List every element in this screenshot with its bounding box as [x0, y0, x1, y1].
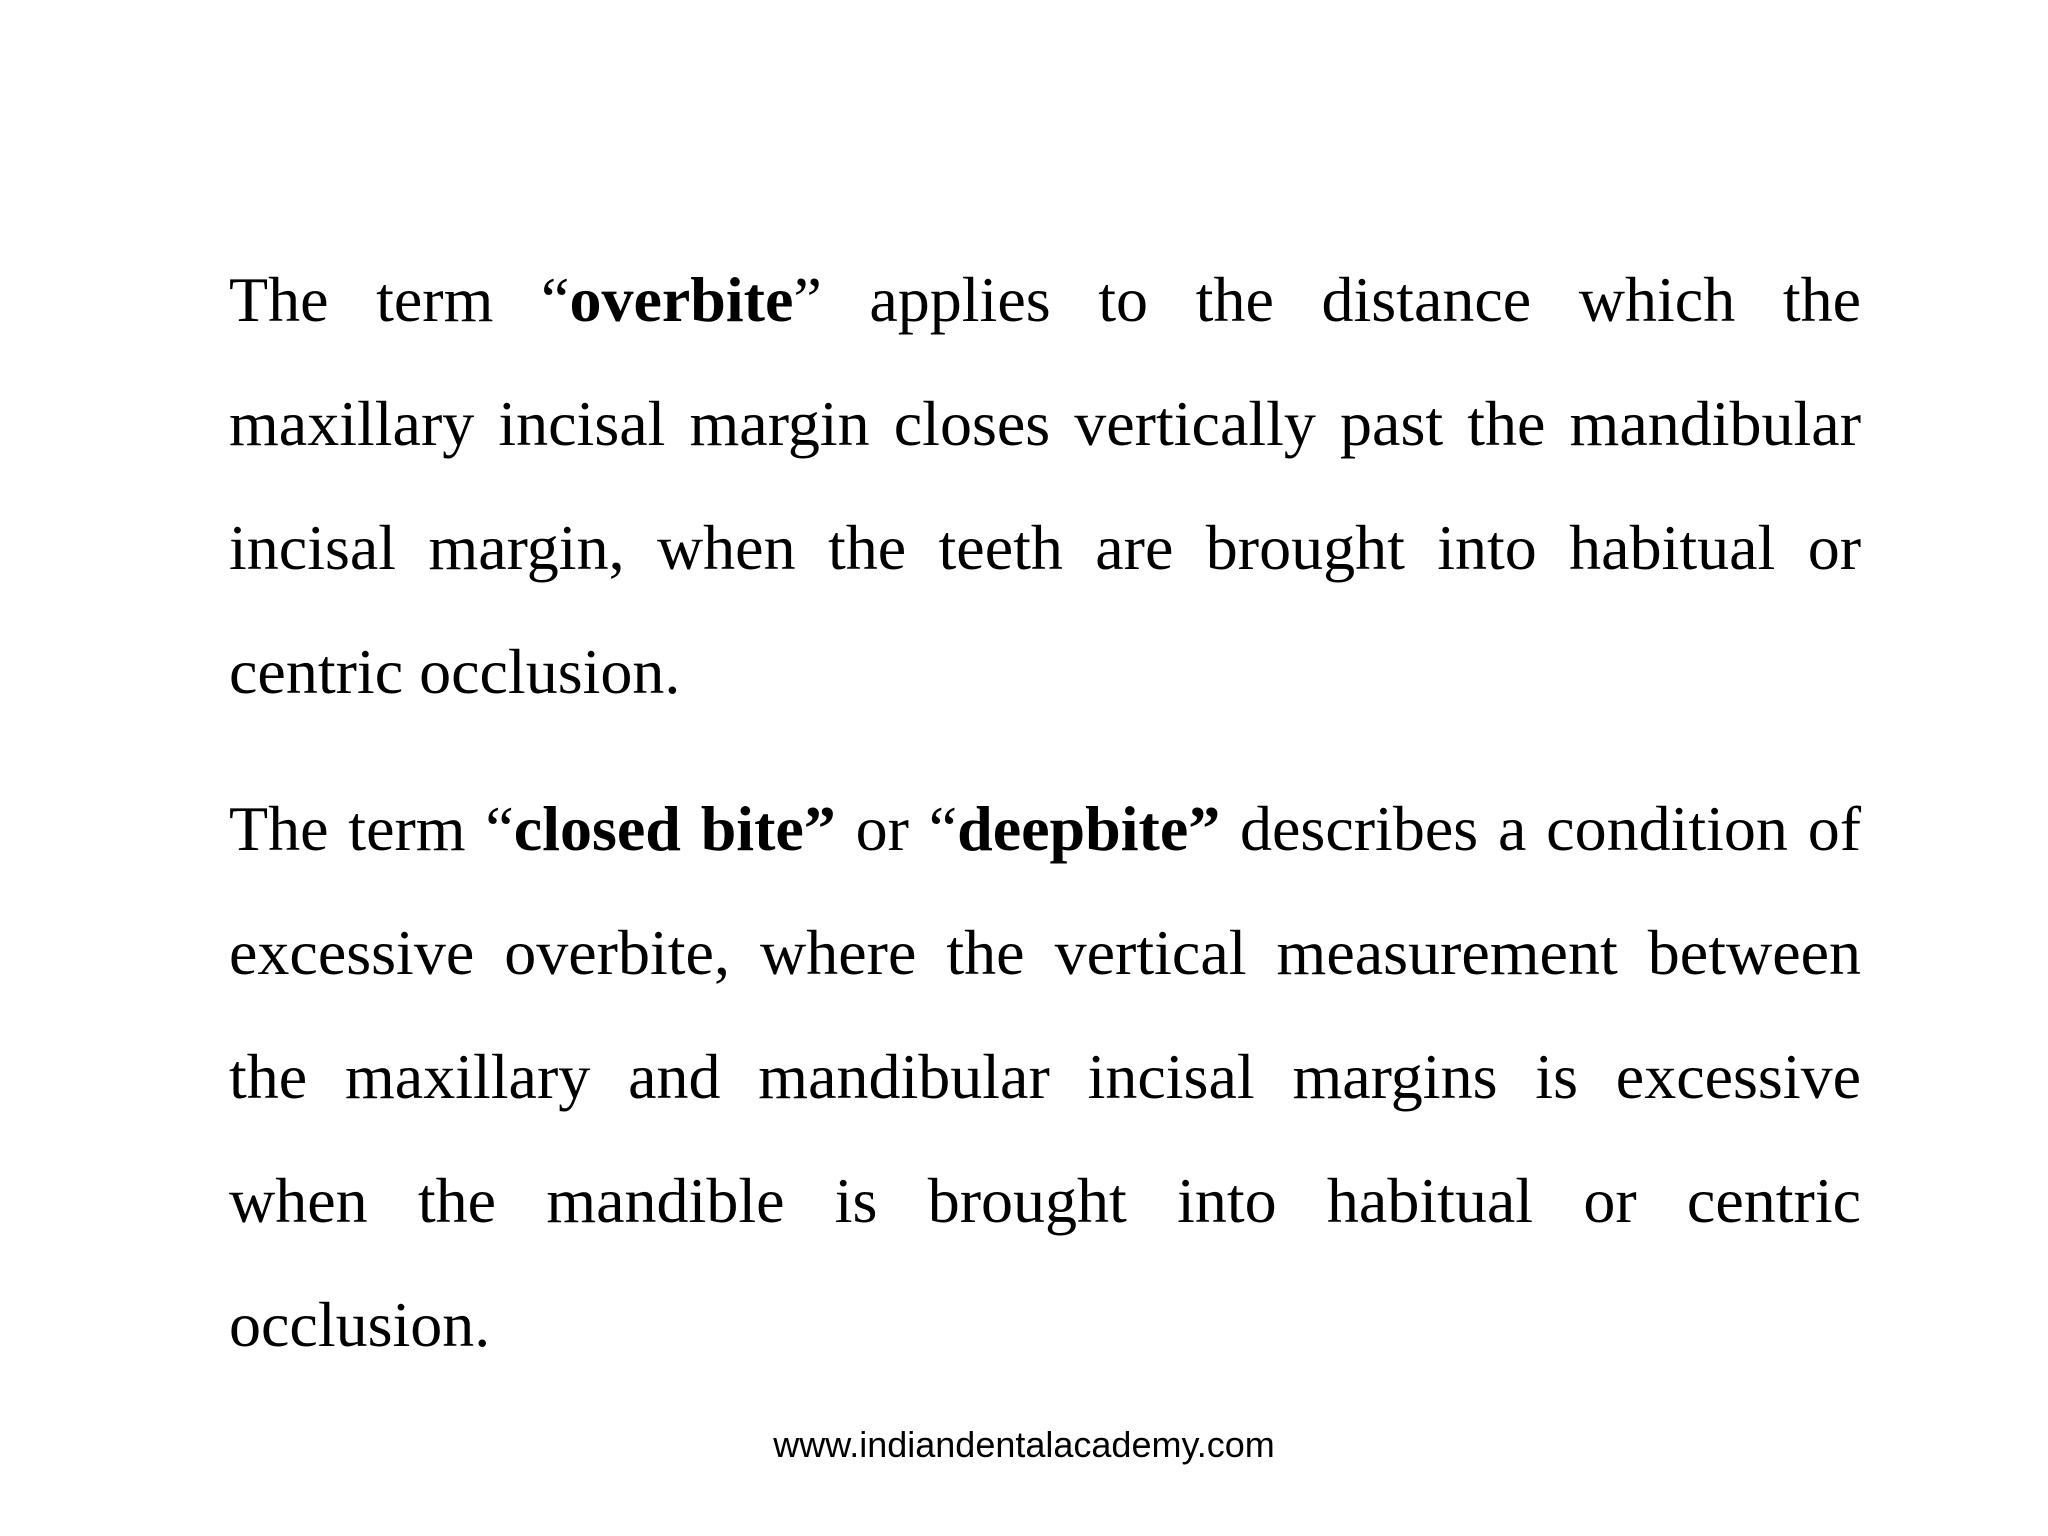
footer-url: www.indiandentalacademy.com	[773, 1424, 1275, 1465]
overbite-text-before: The term “	[229, 264, 570, 335]
slide-body	[229, 238, 1861, 1387]
overbite-term: overbite	[569, 264, 794, 335]
deepbite-definition	[229, 767, 1861, 1387]
overbite-definition	[229, 238, 1861, 734]
closed-bite-term: closed bite”	[513, 793, 836, 864]
overbite-text-after: ” applies to the distance which the maxillary incisal margin closes vertically past the mandibular incisal margin, when the teeth are brought into habitual or centric occlusion.	[229, 264, 1862, 707]
deepbite-text-before: The term “	[229, 793, 514, 864]
deepbite-text-after: describes a condition of excessive overbite, where the vertical measurement between the maxillary and mandibular incisal margins is excessive when the mandible is brought into habitual or centric occlusion.	[229, 793, 1862, 1360]
deepbite-text-middle: or “	[835, 793, 958, 864]
deepbite-term: deepbite”	[957, 793, 1221, 864]
